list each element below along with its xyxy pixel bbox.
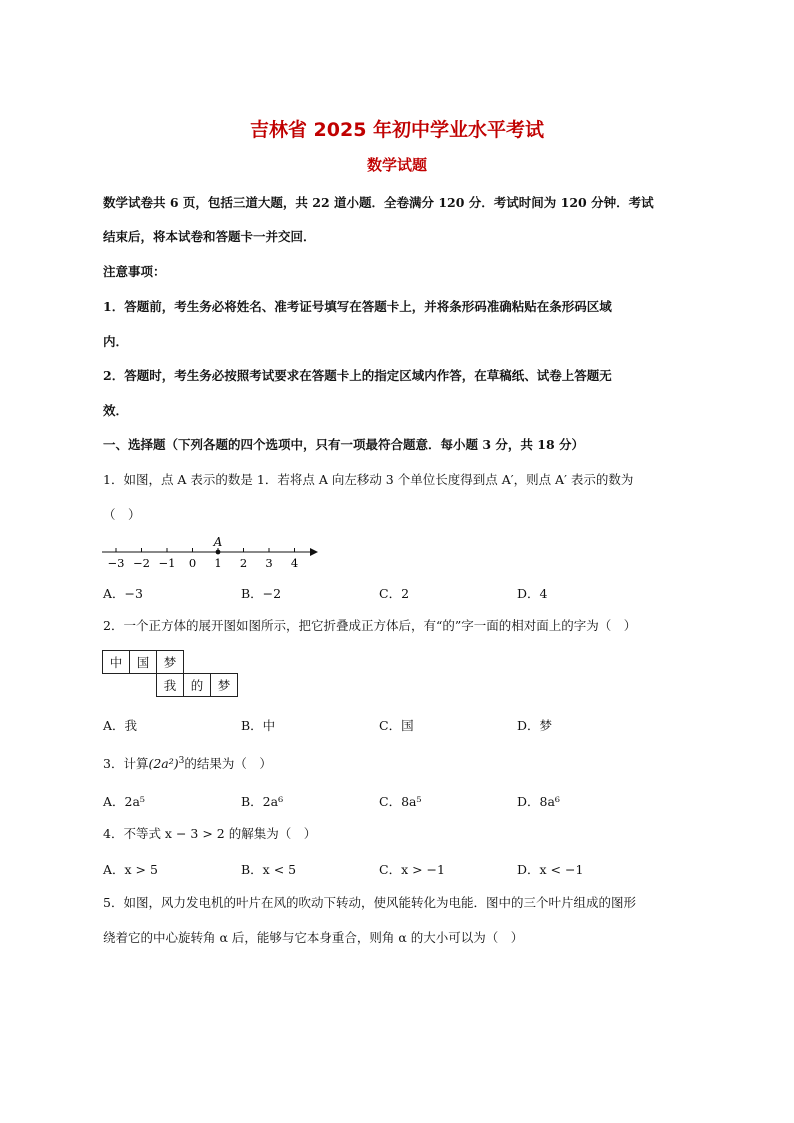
- q4-option-d[interactable]: D．x < −1: [517, 862, 584, 877]
- number-line-tick-label: −2: [133, 556, 150, 570]
- q4-text: 4．不等式 x − 3 > 2 的解集为（ ）: [103, 826, 317, 841]
- intro-line-2: 结束后，将本试卷和答题卡一并交回．: [103, 229, 316, 244]
- number-line-tick-label: 0: [188, 556, 197, 570]
- q3-option-a[interactable]: A．2a⁵: [103, 794, 145, 809]
- q1-text-line-2: （ ）: [103, 507, 141, 522]
- point-a-label: A: [213, 536, 223, 549]
- net-cell: 中: [103, 651, 130, 674]
- q1-text-line-1: 1．如图，点 A 表示的数是 1．若将点 A 向左移动 3 个单位长度得到点 A′，则点 A′ 表示的数为: [103, 472, 634, 487]
- intro-line-1: 数学试卷共 6 页，包括三道大题，共 22 道小题．全卷满分 120 分．考试时间为 120 分钟．考试: [103, 195, 654, 210]
- number-line-tick-label: −3: [107, 556, 125, 570]
- notice-1-line-2: 内．: [103, 334, 129, 349]
- section-1-heading: 一、选择题（下列各题的四个选项中，只有一项最符合题意．每小题 3 分，共 18 分）: [103, 437, 585, 452]
- q1-option-a[interactable]: A．−3: [103, 586, 143, 601]
- notice-1-line-1: 1．答题前，考生务必将姓名、准考证号填写在答题卡上，并将条形码准确粘贴在条形码区域: [103, 299, 612, 314]
- number-line-tick-label: 4: [290, 556, 299, 570]
- number-line-tick-label: −1: [158, 556, 176, 570]
- notice-heading: 注意事项：: [103, 264, 166, 279]
- q1-option-b[interactable]: B．−2: [241, 586, 282, 601]
- q4-option-a[interactable]: A．x > 5: [103, 862, 158, 877]
- number-line-tick-label: 1: [214, 556, 222, 570]
- q4-option-c[interactable]: C．x > −1: [379, 862, 445, 877]
- cube-net-figure: [102, 650, 238, 697]
- q5-text-line-2: 绕着它的中心旋转角 α 后，能够与它本身重合，则角 α 的大小可以为（ ）: [103, 930, 524, 945]
- q2-option-b[interactable]: B．中: [241, 718, 276, 733]
- q4-option-b[interactable]: B．x < 5: [241, 862, 297, 877]
- q3-option-c[interactable]: C．8a⁵: [379, 794, 422, 809]
- net-cell: 的: [184, 674, 211, 697]
- q2-option-a[interactable]: A．我: [103, 718, 138, 733]
- net-cell: 梦: [157, 651, 184, 674]
- q3-option-d[interactable]: D．8a⁶: [517, 794, 560, 809]
- net-cell: 梦: [211, 674, 238, 697]
- q2-option-c[interactable]: C．国: [379, 718, 414, 733]
- q1-option-c[interactable]: C．2: [379, 586, 410, 601]
- page-subtitle: 数学试题: [366, 156, 427, 174]
- q3-exponent: 3: [178, 756, 185, 766]
- q3-option-b[interactable]: B．2a⁶: [241, 794, 284, 809]
- q3-text: [103, 753, 703, 772]
- q3-prefix: 3．计算: [103, 756, 149, 772]
- notice-2-line-1: 2．答题时，考生务必按照考试要求在答题卡上的指定区域内作答，在草稿纸、试卷上答题无: [103, 368, 612, 383]
- net-cell: 我: [157, 674, 184, 697]
- q5-text-line-1: 5．如图，风力发电机的叶片在风的吹动下转动，使风能转化为电能．图中的三个叶片组成的图形: [103, 895, 636, 910]
- notice-2-line-2: 效．: [103, 403, 129, 418]
- q2-text: 2．一个正方体的展开图如图所示，把它折叠成正方体后，有“的”字一面的相对面上的字为（ ）: [103, 618, 637, 633]
- point-a-marker: [216, 550, 221, 555]
- q2-option-d[interactable]: D．梦: [517, 718, 553, 733]
- page-title: 吉林省 2025 年初中学业水平考试: [249, 119, 545, 141]
- number-line-tick-label: 3: [265, 556, 273, 570]
- q3-suffix: 的结果为（ ）: [184, 756, 272, 772]
- number-line-arrow: [310, 548, 318, 556]
- number-line-tick-label: 2: [239, 556, 248, 570]
- q3-expression: (2a²): [148, 756, 179, 772]
- net-cell: 国: [130, 651, 157, 674]
- q1-option-d[interactable]: D．4: [517, 586, 548, 601]
